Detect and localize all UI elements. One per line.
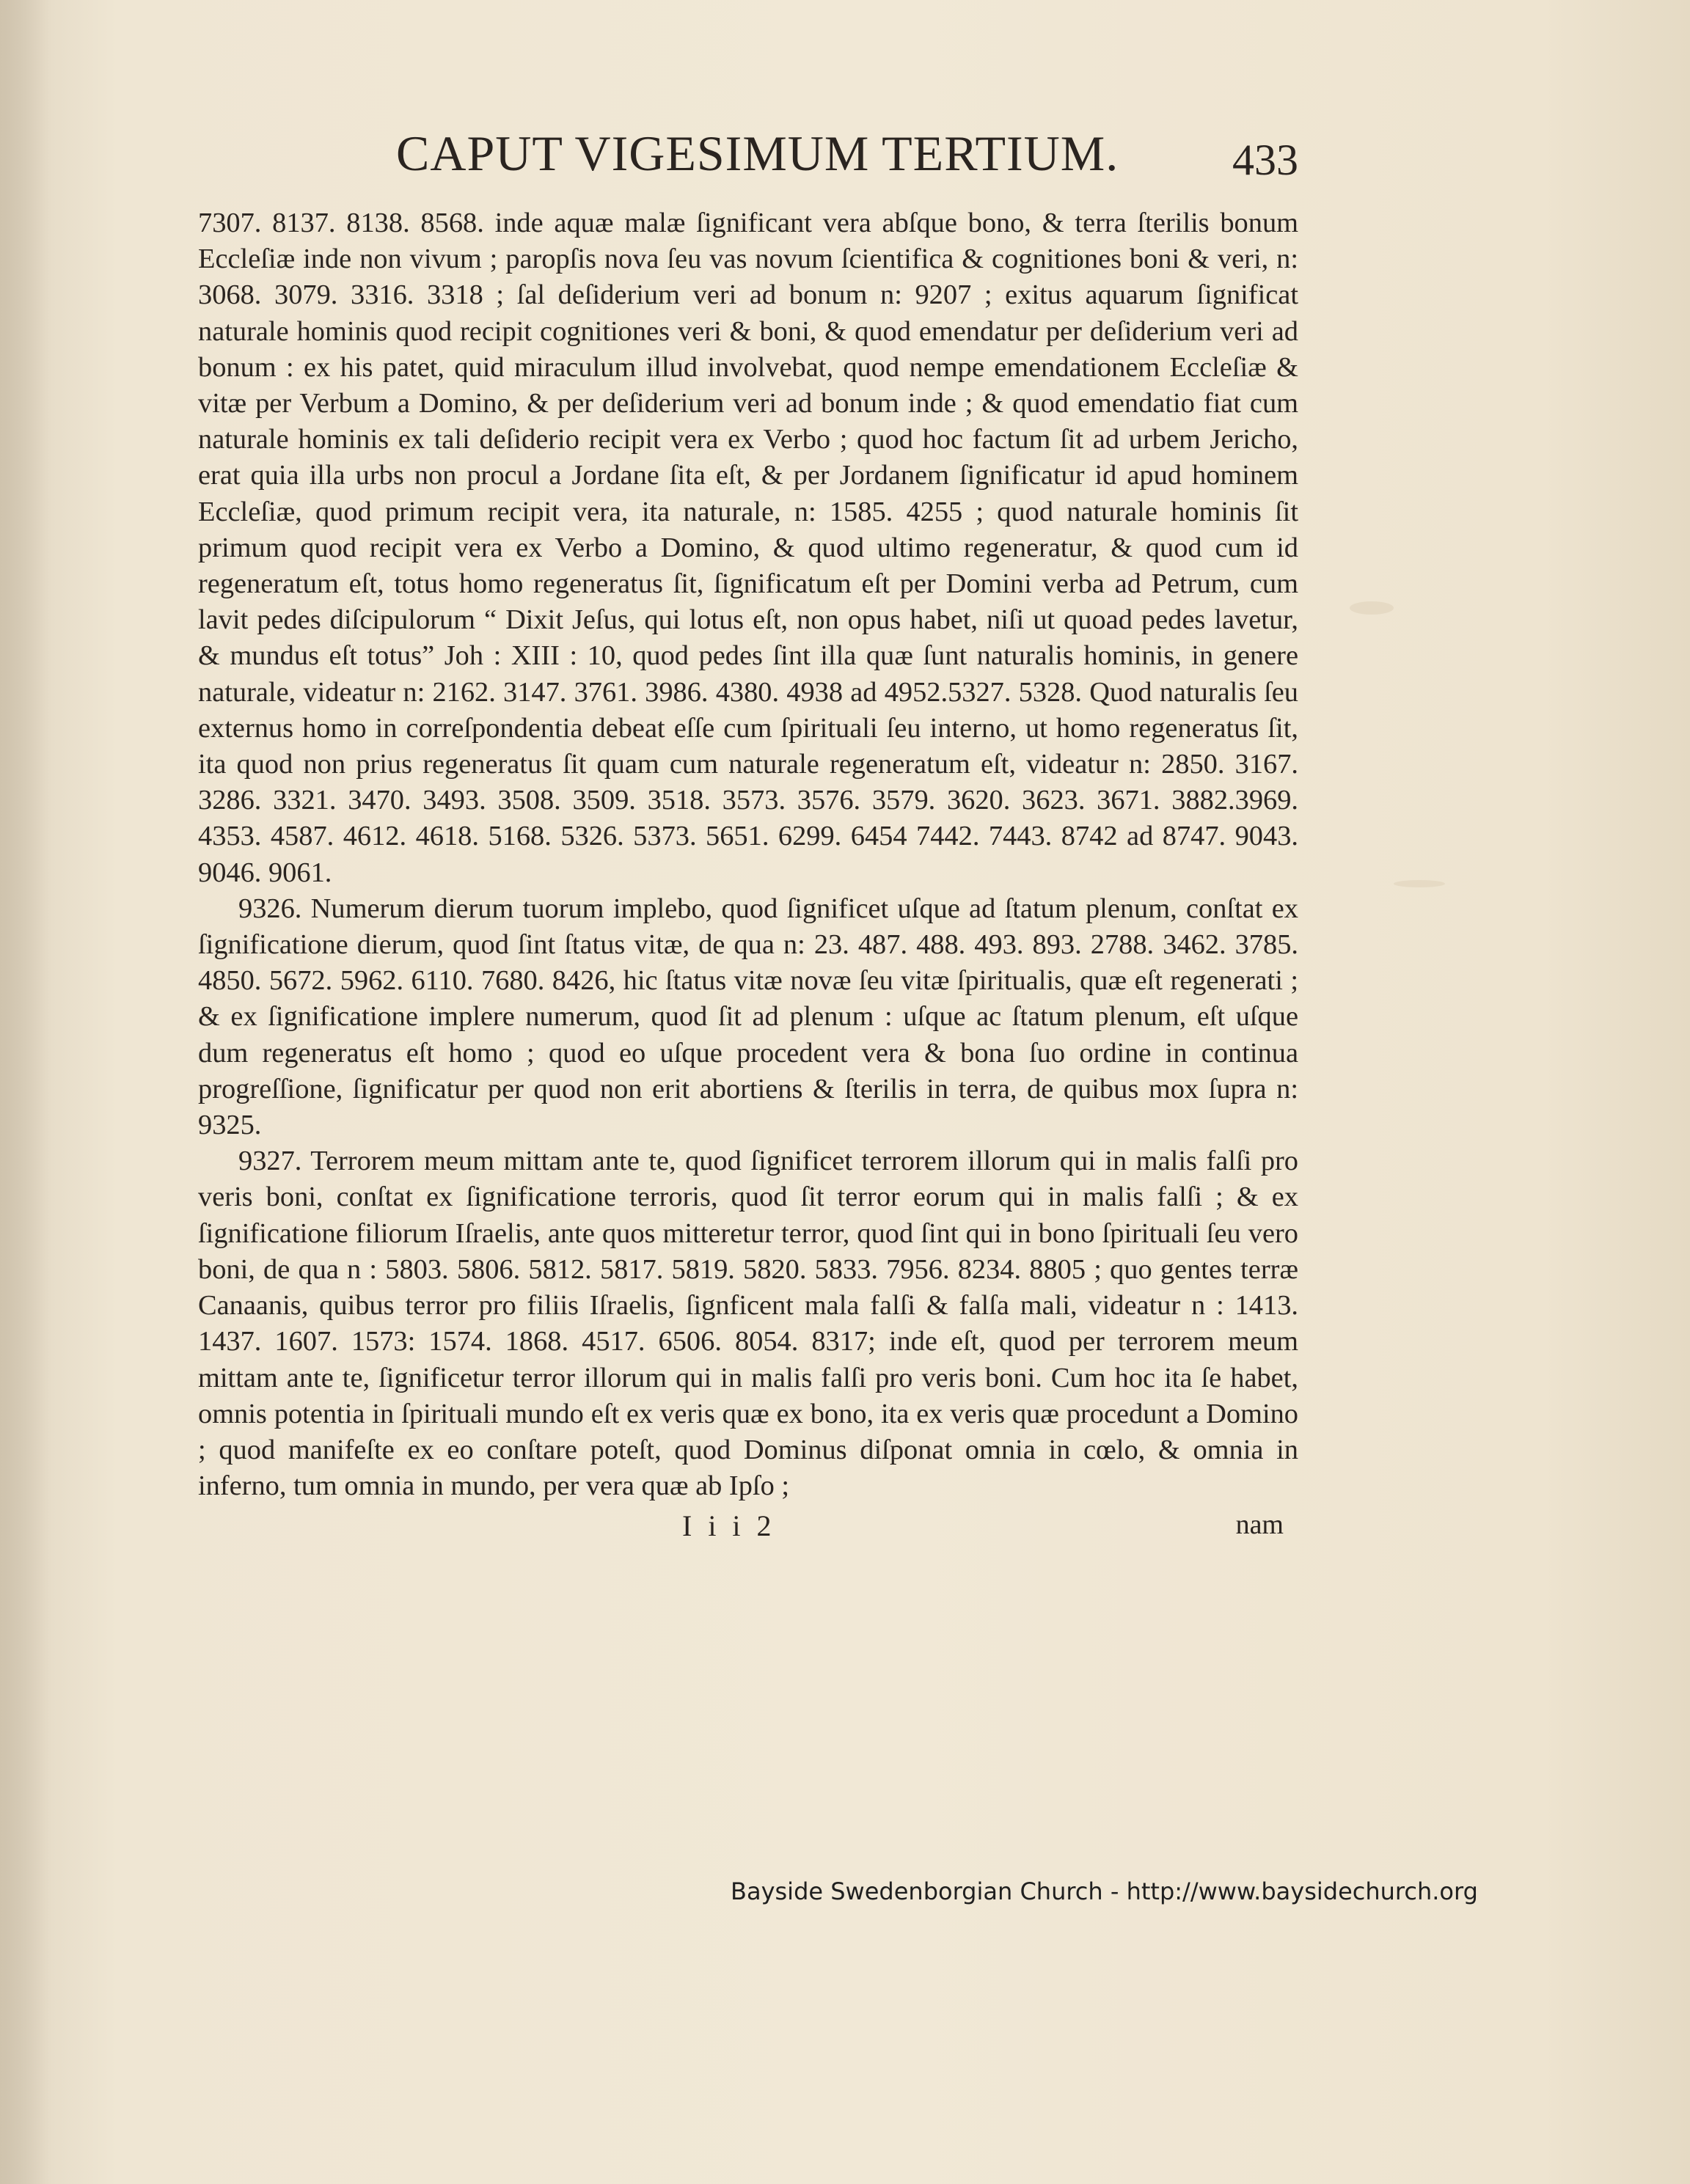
book-page xyxy=(198,117,1298,1557)
page-foot xyxy=(198,1506,1298,1557)
page-number: 433 xyxy=(1232,136,1298,184)
running-title: CAPUT VIGESIMUM TERTIUM. xyxy=(396,125,1119,181)
paragraph-continued: 7307. 8137. 8138. 8568. inde aquæ malæ ſignificant vera abſque bono, & terra ſterilis bonum Eccleſiæ inde non vivum ; paropſis nova ſeu vas novum ſcientifica & cognitiones boni & veri, n: 3068. 3079. 3316. 3318 ; ſal deſiderium veri ad bonum n: 9207 ; exitus aquarum ſignificat naturale hominis quod recipit cognitiones veri & boni, & quod emendatur per deſiderium veri ad bonum : ex his patet, quid miraculum illud involvebat, quod nempe emendationem Eccleſiæ & vitæ per Verbum a Domino, & per deſiderium veri ad bonum inde ; & quod emendatio fiat cum naturale hominis ex tali deſiderio recipit vera ex Verbo ; quod hoc factum ſit ad urbem Jericho, erat quia illa urbs non procul a Jordane ſita eſt, & per Jordanem ſignificatur id apud hominem Eccleſiæ, quod primum recipit vera, ita naturale, n: 1585. 4255 ; quod naturale hominis ſit primum quod recipit vera ex Verbo a Domino, & quod ultimo regeneratur, & quod cum id regeneratum eſt, totus homo regeneratus ſit, ſignificatum eſt per Domini verba ad Petrum, cum lavit pedes diſcipulorum “ Dixit Jeſus, qui lotus eſt, non opus habet, niſi ut quoad pedes lavetur, & mundus eſt totus” Joh : XIII : 10, quod pedes ſint illa quæ ſunt naturalis hominis, in genere naturale, videatur n: 2162. 3147. 3761. 3986. 4380. 4938 ad 4952.5327. 5328. Quod naturalis ſeu externus homo in correſpondentia debeat eſſe cum ſpirituali ſeu interno, ut homo regeneratus ſit, ita quod non prius regeneratus ſit quam cum naturale regeneratum eſt, videatur n: 2850. 3167. 3286. 3321. 3470. 3493. 3508. 3509. 3518. 3573. 3576. 3579. 3620. 3623. 3671. 3882.3969. 4353. 4587. 4612. 4618. 5168. 5326. 5373. 5651. 6299. 6454 7442. 7443. 8742 ad 8747. 9043. 9046. 9061. xyxy=(198,208,1298,888)
signature-mark: I i i 2 xyxy=(682,1509,776,1543)
running-head xyxy=(198,117,1298,205)
paragraph-9327: 9327. Terrorem meum mittam ante te, quod ſignificet terrorem illorum qui in malis falſi pro veris boni, conſtat ex ſignificatione terroris, quod ſit terror eorum qui in malis falſi ; & ex ſignificatione filiorum Iſraelis, ante quos mitteretur terror, quod ſint qui in bono ſpirituali ſeu vero boni, de qua n : 5803. 5806. 5812. 5817. 5819. 5820. 5833. 7956. 8234. 8805 ; quo gentes terræ Canaanis, quibus terror pro filiis Iſraelis, ſignficent mala falſi & falſa mali, videatur n : 1413. 1437. 1607. 1573: 1574. 1868. 4517. 6506. 8054. 8317; inde eſt, quod per terrorem meum mittam ante te, ſignificetur terror illorum qui in malis falſi pro veris boni. Cum hoc ita ſe habet, omnis potentia in ſpirituali mundo eſt ex veris quæ ex bono, ita ex veris quæ procedunt a Domino ; quod manifeſte ex eo conſtare poteſt, quod Dominus diſponat omnia in cœlo, & omnia in inferno, tum omnia in mundo, per vera quæ ab Ipſo ; xyxy=(198,1146,1298,1502)
paragraph-9326: 9326. Numerum dierum tuorum implebo, quod ſignificet uſque ad ſtatum plenum, conſtat ex ſignificatione dierum, quod ſint ſtatus vitæ, de qua n: 23. 487. 488. 493. 893. 2788. 3462. 3785. 4850. 5672. 5962. 6110. 7680. 8426, hic ſtatus vitæ novæ ſeu vitæ ſpiritualis, quæ eſt regenerati ; & ex ſignificatione implere numerum, quod ſit ad plenum : uſque ac ſtatum plenum, eſt uſque dum regeneratus eſt homo ; quod eo uſque procedent vera & bona ſuo ordine in continua progreſſione, ſignificatur per quod non erit abortiens & ſterilis in terra, de quibus mox ſupra n: 9325. xyxy=(198,893,1298,1141)
paper-stain xyxy=(1394,880,1445,887)
book-spine-shadow xyxy=(0,0,51,2184)
watermark-credit: Bayside Swedenborgian Church - http://www.baysidechurch.org xyxy=(731,1877,1478,1905)
paper-stain xyxy=(1350,601,1394,615)
catchword: nam xyxy=(1235,1509,1284,1541)
body-text xyxy=(198,205,1298,1504)
